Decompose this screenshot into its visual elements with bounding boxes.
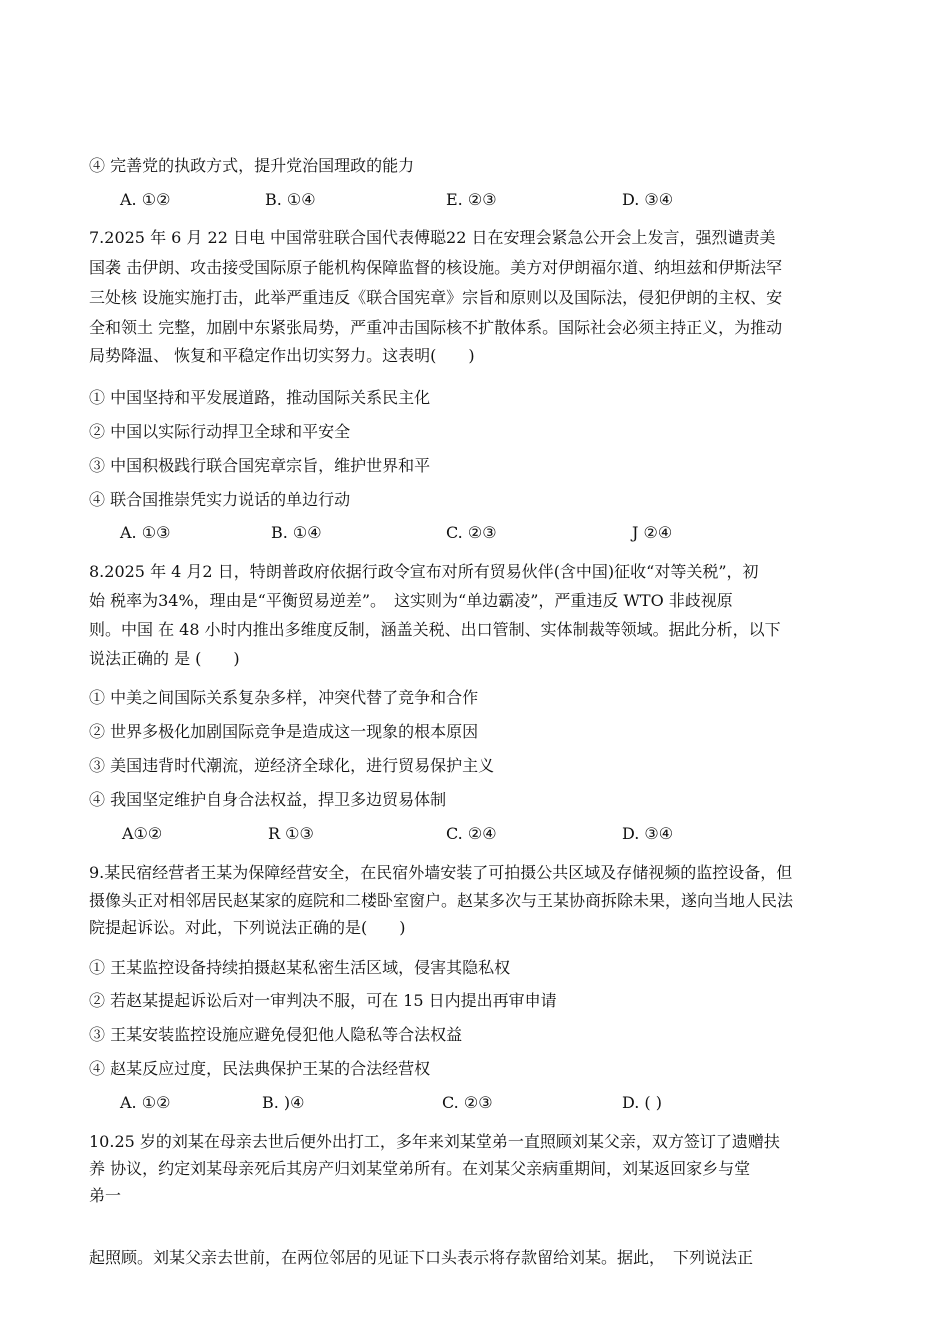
q8-stem-line: 始 税率为34%，理由是“平衡贸易逆差”。 这实则为“单边霸凌”，严重违反 WTO 非歧视原 <box>89 591 733 610</box>
q9-option-b: B. )④ <box>262 1093 305 1112</box>
q9-stem-line: 院提起诉讼。对此，下列说法正确的是( ) <box>89 918 406 937</box>
q8-option-d: D. ③④ <box>622 824 674 843</box>
q6-option-d: D. ③④ <box>622 190 674 209</box>
q7-stem-line: 全和领土 完整，加剧中东紧张局势，严重冲击国际核不扩散体系。国际社会必须主持正义，为推动 <box>89 318 783 337</box>
q9-option-d: D. ( ) <box>622 1093 662 1112</box>
q6-item-4: ④ 完善党的执政方式，提升党治国理政的能力 <box>89 156 415 175</box>
q7-option-b: B. ①④ <box>271 523 322 542</box>
q7-option-c: C. ②③ <box>446 523 497 542</box>
q8-option-b: R ①③ <box>268 824 314 843</box>
q7-stem-line: 三处核 设施实施打击，此举严重违反《联合国宪章》宗旨和原则以及国际法，侵犯伊朗的主权、安 <box>89 288 783 307</box>
q6-option-c: E. ②③ <box>446 190 497 209</box>
q8-stem-line: 8.2025 年 4 月2 日，特朗普政府依据行政令宣布对所有贸易伙伴(含中国)征收“对等关税”，初 <box>89 562 759 581</box>
q8-item-2: ② 世界多极化加剧国际竞争是造成这一现象的根本原因 <box>89 722 479 741</box>
q10-stem-line: 养 协议，约定刘某母亲死后其房产归刘某堂弟所有。在刘某父亲病重期间，刘某返回家乡与堂 <box>89 1159 751 1178</box>
q9-stem-line: 摄像头正对相邻居民赵某家的庭院和二楼卧室窗户。赵某多次与王某协商拆除未果，遂向当地人民法 <box>89 891 794 910</box>
q10-stem-line: 10.25 岁的刘某在母亲去世后便外出打工，多年来刘某堂弟一直照顾刘某父亲，双方签订了遗赠扶 <box>89 1132 780 1151</box>
q8-item-3: ③ 美国违背时代潮流，逆经济全球化，进行贸易保护主义 <box>89 756 495 775</box>
q7-item-2: ② 中国以实际行动捍卫全球和平安全 <box>89 422 351 441</box>
q6-option-a: A. ①② <box>120 190 171 209</box>
q8-option-a: A①② <box>122 824 163 843</box>
q7-stem-line: 局势降温、 恢复和平稳定作出切实努力。这表明( ) <box>89 346 475 365</box>
q8-item-4: ④ 我国坚定维护自身合法权益，捍卫多边贸易体制 <box>89 790 447 809</box>
q8-item-1: ① 中美之间国际关系复杂多样，冲突代替了竞争和合作 <box>89 688 479 707</box>
q9-item-1: ① 王某监控设备持续拍摄赵某私密生活区域，侵害其隐私权 <box>89 958 511 977</box>
q8-option-c: C. ②④ <box>446 824 497 843</box>
q9-stem-line: 9.某民宿经营者王某为保障经营安全，在民宿外墙安装了可拍摄公共区域及存储视频的监控设备，但 <box>89 863 793 882</box>
q8-stem-line: 则。中国 在 48 小时内推出多维度反制，涵盖关税、出口管制、实体制裁等领域。据此分析，以下 <box>89 620 781 639</box>
q7-option-a: A. ①③ <box>120 523 171 542</box>
q7-item-1: ① 中国坚持和平发展道路，推动国际关系民主化 <box>89 388 431 407</box>
q10-stem-continued: 起照顾。刘某父亲去世前，在两位邻居的见证下口头表示将存款留给刘某。据此， 下列说法正 <box>89 1248 754 1267</box>
q6-option-b: B. ①④ <box>265 190 316 209</box>
q7-stem-line: 7.2025 年 6 月 22 日电 中国常驻联合国代表傅聪22 日在安理会紧急公开会上发言，强烈谴责美 <box>89 228 776 247</box>
q7-item-4: ④ 联合国推崇凭实力说话的单边行动 <box>89 490 351 509</box>
q9-option-c: C. ②③ <box>442 1093 493 1112</box>
q9-item-3: ③ 王某安装监控设施应避免侵犯他人隐私等合法权益 <box>89 1025 463 1044</box>
q7-stem-line: 国袭 击伊朗、攻击接受国际原子能机构保障监督的核设施。美方对伊朗福尔道、纳坦兹和伊斯法罕 <box>89 258 783 277</box>
q9-item-2: ② 若赵某提起诉讼后对一审判决不服，可在 15 日内提出再审申请 <box>89 991 557 1010</box>
q8-stem-line: 说法正确的 是 ( ) <box>89 649 240 668</box>
q9-option-a: A. ①② <box>120 1093 171 1112</box>
q7-item-3: ③ 中国积极践行联合国宪章宗旨，维护世界和平 <box>89 456 431 475</box>
q9-item-4: ④ 赵某反应过度，民法典保护王某的合法经营权 <box>89 1059 431 1078</box>
q10-stem-line: 弟一 <box>89 1186 122 1205</box>
q7-option-d: J ②④ <box>632 523 673 542</box>
